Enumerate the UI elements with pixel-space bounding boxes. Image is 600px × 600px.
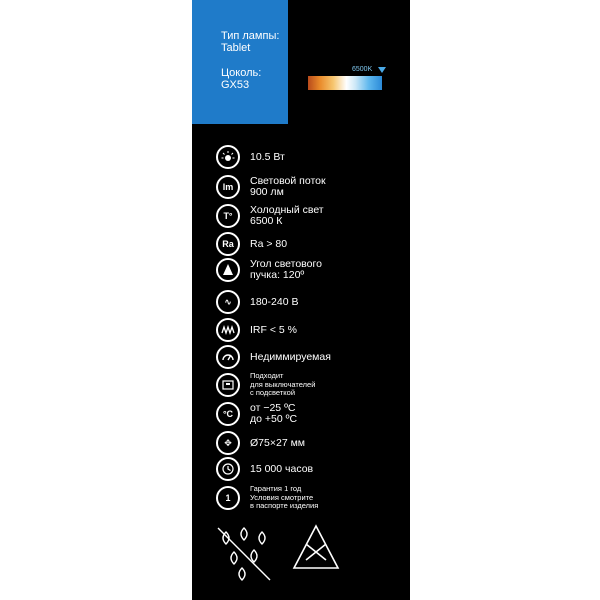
- spec-line: IRF < 5 %: [250, 323, 297, 336]
- ra-icon: Ra: [216, 232, 240, 256]
- spec-text: [250, 176, 326, 198]
- spec-line: 900 лм: [250, 186, 284, 198]
- spec-line: Гарантия 1 год: [250, 484, 302, 494]
- spec-line: 10.5 Вт: [250, 150, 285, 163]
- voltage-icon: ∿: [216, 290, 240, 314]
- spec-text: [250, 352, 331, 363]
- non-dimmable-icon: [216, 345, 240, 369]
- color-temp-marker-label: 6500K: [352, 66, 373, 73]
- spec-text: [250, 325, 297, 336]
- spec-row: [216, 318, 406, 346]
- spec-line: Ø75×27 мм: [250, 436, 306, 449]
- spec-text: [250, 485, 318, 511]
- temperature-range-icon: °C: [216, 402, 240, 426]
- dimensions-icon: ✥: [216, 431, 240, 455]
- spec-line: 15 000 часов: [250, 462, 314, 475]
- hazard-triangle-icon: [294, 526, 338, 568]
- spec-row: [216, 175, 406, 203]
- spec-line: Условия смотрите: [250, 492, 314, 502]
- warranty-icon: 1: [216, 486, 240, 510]
- switch-backlight-icon: [216, 373, 240, 397]
- spec-line: с подсветкой: [250, 388, 296, 398]
- spec-line: пучка: 120º: [250, 269, 305, 281]
- base-value: GX53: [221, 79, 250, 91]
- spec-row: [216, 402, 406, 430]
- spec-line: до +50 ºС: [250, 413, 298, 425]
- spec-line: для выключателей: [250, 379, 316, 389]
- spec-text: [250, 372, 315, 398]
- base-label: Цоколь:: [221, 67, 262, 79]
- marker-triangle-icon: [378, 67, 386, 73]
- product-type-box: [192, 0, 288, 124]
- spec-line: от −25 ºС: [250, 402, 296, 414]
- spec-text: [250, 297, 298, 308]
- spec-line: Недиммируемая: [250, 350, 331, 363]
- spec-row: [216, 486, 406, 514]
- spec-text: [250, 152, 285, 163]
- spec-row: [216, 258, 406, 286]
- spec-text: [250, 438, 305, 449]
- spec-text: [250, 403, 297, 425]
- spec-row: [216, 345, 406, 373]
- spec-line: Угол светового: [250, 258, 322, 270]
- flicker-icon: [216, 318, 240, 342]
- spec-text: [250, 239, 287, 250]
- beam-angle-icon: [216, 258, 240, 282]
- power-icon: [216, 145, 240, 169]
- spec-line: Холодный свет: [250, 204, 324, 216]
- spec-row: [216, 232, 406, 260]
- spec-row: [216, 145, 406, 173]
- color-temperature-icon: T°: [216, 204, 240, 228]
- spec-line: 6500 К: [250, 215, 283, 227]
- spec-line: Подходит: [250, 371, 284, 381]
- color-temperature-scale: [308, 76, 382, 90]
- spec-text: [250, 259, 322, 281]
- spec-text: [250, 464, 313, 475]
- spec-line: Ra > 80: [250, 237, 288, 250]
- spec-line: в паспорте изделия: [250, 501, 319, 511]
- lifetime-icon: [216, 457, 240, 481]
- spec-row: [216, 290, 406, 318]
- spec-text: [250, 205, 324, 227]
- lumen-icon: lm: [216, 175, 240, 199]
- spec-row: [216, 204, 406, 232]
- lamp-type-label: Тип лампы:: [221, 30, 280, 42]
- spec-line: 180-240 В: [250, 295, 299, 308]
- spec-line: Световой поток: [250, 175, 326, 187]
- spec-row: [216, 431, 406, 459]
- no-household-waste-icon: [218, 528, 270, 580]
- spec-row: [216, 457, 406, 485]
- lamp-type-value: Tablet: [221, 42, 251, 54]
- disposal-icons: [214, 524, 404, 589]
- spec-row: [216, 373, 406, 401]
